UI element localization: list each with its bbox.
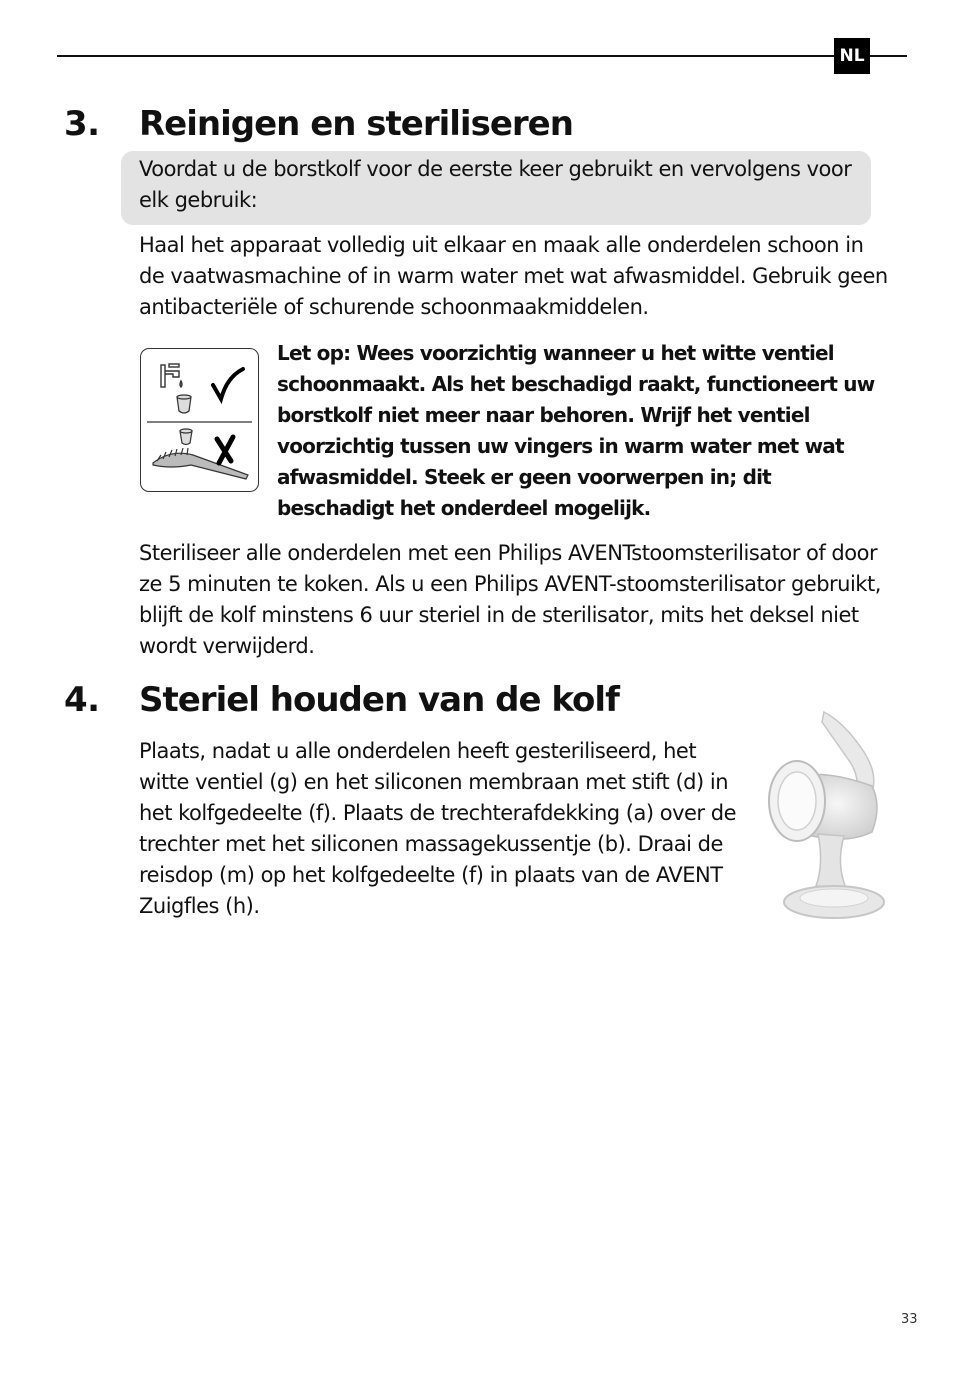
language-badge: NL	[834, 38, 870, 74]
breast-pump-image	[762, 706, 887, 932]
cleaning-instructions-figure	[140, 348, 259, 492]
section-3-title: Reinigen en steriliseren	[139, 104, 573, 144]
section-4-number: 4.	[64, 680, 100, 720]
valve-icon-bottom	[180, 429, 192, 445]
header-rule	[57, 55, 907, 57]
intro-text: Voordat u de borstkolf voor de eerste keer gebruikt en vervolgens voor elk gebruik:	[139, 157, 852, 212]
sterilising-paragraph: Steriliseer alle onderdelen met een Philips AVENTstoomsterilisator of door ze 5 minuten te koken. Als u een Philips AVENT-stoomsterilisator gebruikt, blijft de kolf minstens 6 uur steriel in de sterilisator, mits het deksel niet wordt verwijderd.	[139, 541, 881, 658]
cross-icon	[217, 437, 233, 463]
caution-note: Let op: Wees voorzichtig wanneer u het witte ventiel schoonmaakt. Als het beschadigd raakt, functioneert uw borstkolf niet meer naar behoren. Wrijf het ventiel voorzichtig tussen uw vingers in warm water met wat afwasmiddel. Steek er geen voorwerpen in; dit beschadigt het onderdeel mogelijk.	[277, 341, 875, 520]
intro-callout	[121, 151, 871, 225]
cleaning-paragraph: Haal het apparaat volledig uit elkaar en maak alle onderdelen schoon in de vaatwasmachine of in warm water met wat afwasmiddel. Gebruik geen antibacteriële of schurende schoonmaakmiddelen.	[139, 233, 888, 319]
section-4-title: Steriel houden van de kolf	[139, 680, 619, 720]
valve-icon	[177, 395, 191, 413]
tap-icon	[161, 364, 182, 387]
section-3-number: 3.	[64, 104, 100, 144]
page-number: 33	[901, 1312, 918, 1327]
storage-paragraph: Plaats, nadat u alle onderdelen heeft gesteriliseerd, het witte ventiel (g) en het siliconen membraan met stift (d) in het kolfgedeelte (f). Plaats de trechterafdekking (a) over de trechter met het siliconen massagekussentje (b). Draai de reisdop (m) op het kolfgedeelte (f) in plaats van de AVENT Zuigfles (h).	[139, 739, 736, 918]
checkmark-icon	[213, 369, 243, 399]
brush-icon	[153, 448, 248, 479]
